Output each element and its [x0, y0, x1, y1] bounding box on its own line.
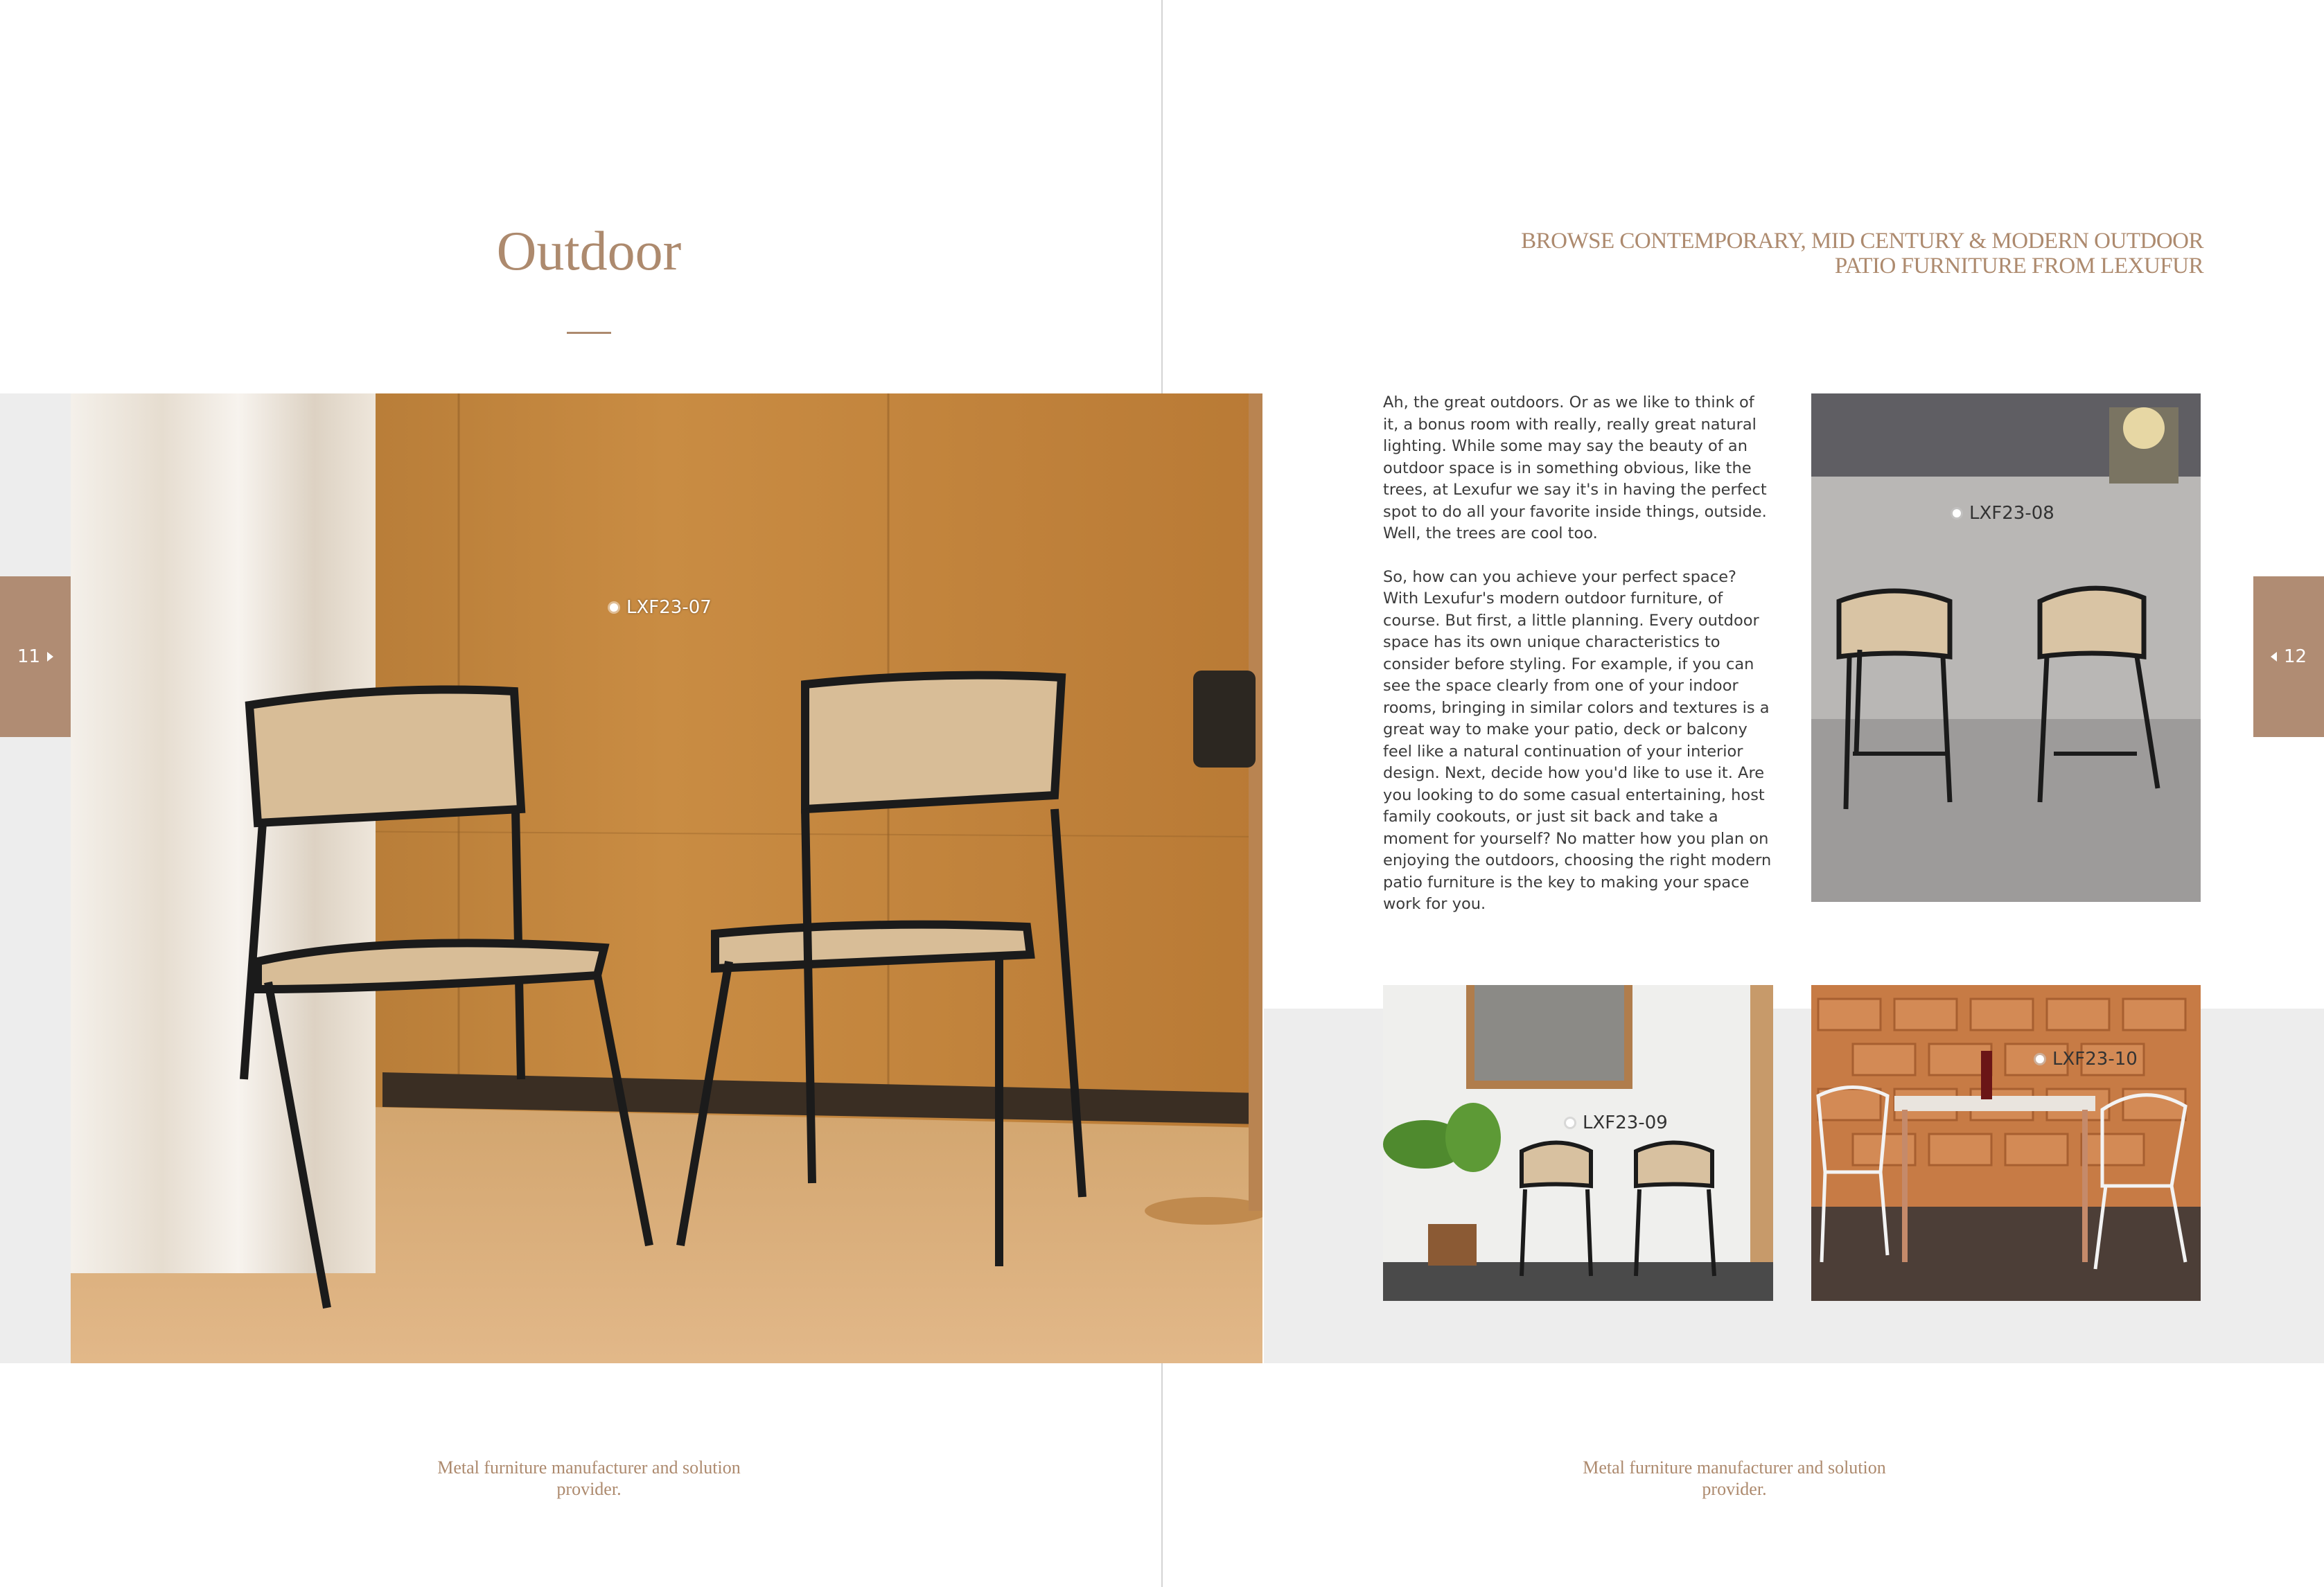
product-label-lxf23-09: LXF23-09 — [1566, 1112, 1668, 1133]
page-title: Outdoor — [496, 221, 682, 282]
product-photo-lxf23-10 — [1811, 985, 2201, 1301]
product-photo-lxf23-09 — [1383, 985, 1773, 1301]
hotspot-dot-icon — [1566, 1119, 1574, 1127]
body-paragraph-1: Ah, the great outdoors. Or as we like to think of it, a bonus room with really, really great natural lighting. While some may say the beauty of an outdoor space is in something obvious, like the trees, at Lexufur we say it's in having the perfect spot to do all your favorite inside things, outside. Well, the trees are cool too. — [1383, 393, 1767, 542]
footer-tagline-left: Metal furniture manufacturer and solution provider. — [437, 1457, 741, 1499]
page-number-right: 12 — [2283, 646, 2307, 667]
hotspot-dot-icon — [610, 603, 618, 612]
page-tab-left[interactable] — [0, 576, 71, 737]
footer-tagline-right: Metal furniture manufacturer and solution provider. — [1583, 1457, 1886, 1499]
hotspot-dot-icon — [2036, 1055, 2044, 1063]
page-number-left: 11 — [17, 646, 41, 667]
headline-line-1: BROWSE CONTEMPORARY, MID CENTURY & MODERN OUTDOOR — [1521, 229, 2203, 254]
hotspot-dot-icon — [1953, 509, 1961, 517]
page-tab-right[interactable] — [2253, 576, 2324, 737]
arrow-right-icon — [47, 652, 53, 662]
arrow-left-icon — [2271, 652, 2277, 662]
page-headline — [1490, 229, 2203, 278]
headline-line-2: PATIO FURNITURE FROM LEXUFUR — [1834, 254, 2203, 278]
product-label-lxf23-08: LXF23-08 — [1953, 503, 2054, 524]
product-label-lxf23-07: LXF23-07 — [610, 597, 712, 618]
product-label-lxf23-10: LXF23-10 — [2036, 1049, 2138, 1070]
product-photo-lxf23-08 — [1811, 393, 2201, 902]
hero-photo-lxf23-07 — [71, 393, 1262, 1363]
title-rule — [567, 332, 611, 334]
body-copy — [1383, 392, 1774, 937]
body-paragraph-2: So, how can you achieve your perfect space? With Lexufur's modern outdoor furniture, of course. But first, a little planning. Every outdoor space has its own unique characteristics to consider before styling. For example, if you can see the space clearly from one of your indoor rooms, bringing in similar colors and textures is a great way to make your patio, deck or balcony feel like a natural continuation of your interior design. Next, decide how you'd like to use it. Are you looking to do some casual entertaining, host family cookouts, or just sit back and take a moment for yourself? No matter how you plan on enjoying the outdoors, choosing the right modern patio furniture is the key to making your space work for you. — [1383, 567, 1772, 913]
